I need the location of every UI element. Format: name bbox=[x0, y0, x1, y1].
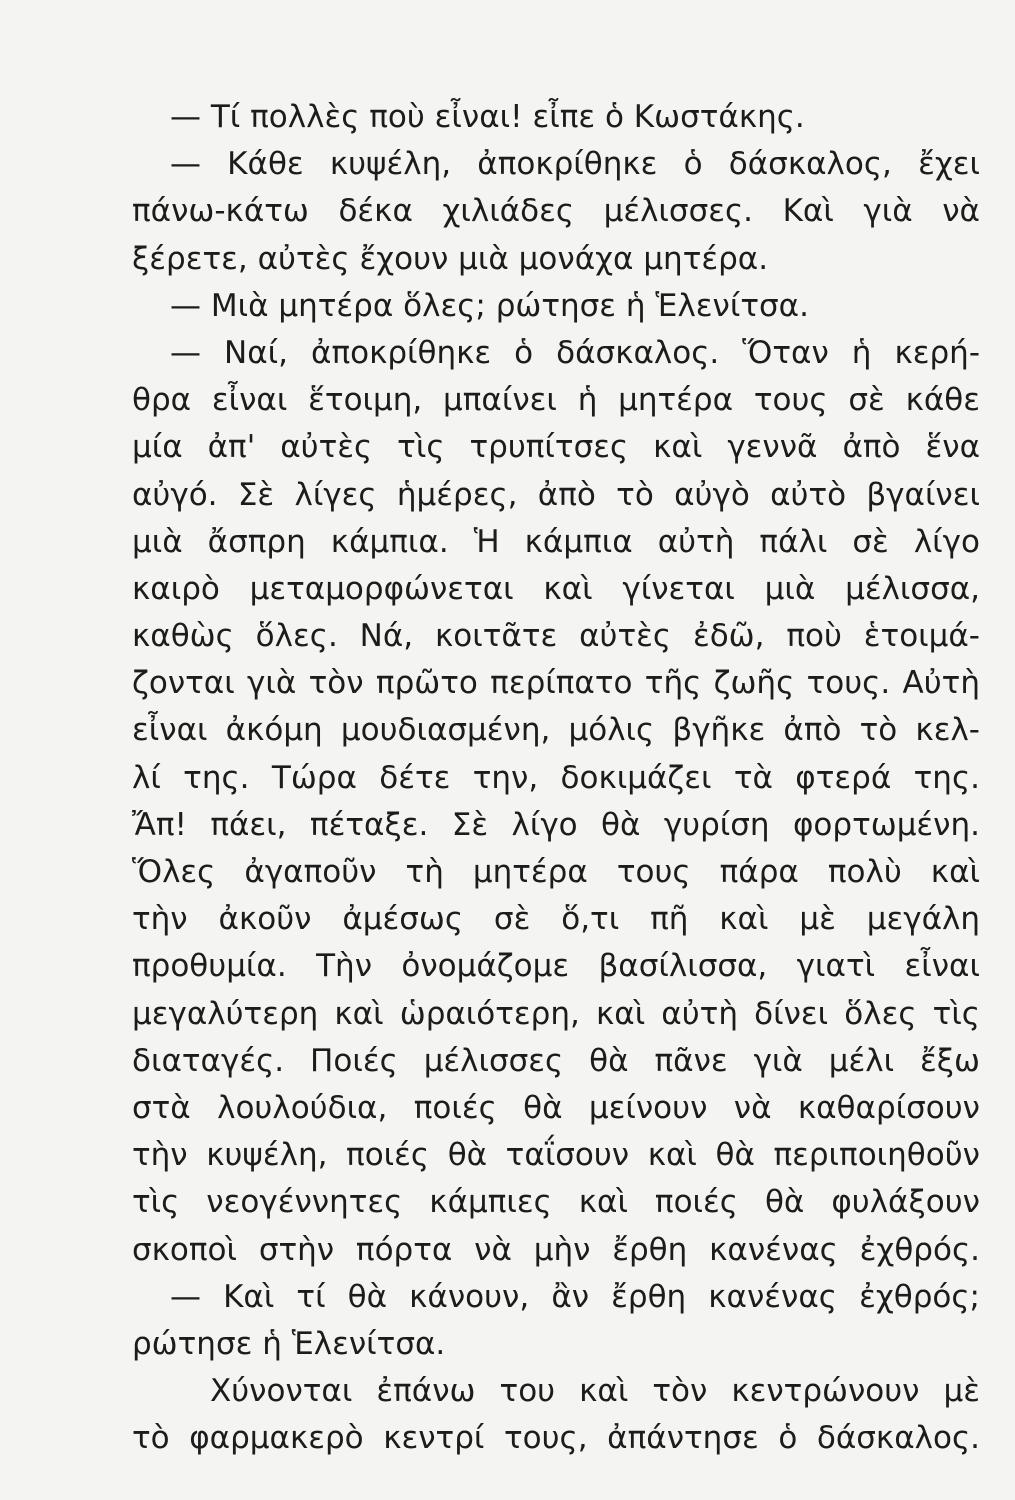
text-line: μιὰ ἄσπρη κάμπια. Ἡ κάμπια αὐτὴ πάλι σὲ λίγο bbox=[132, 523, 980, 560]
text-line: προθυμία. Τὴν ὀνομάζομε βασίλισσα, γιατὶ εἶναι bbox=[132, 948, 980, 985]
text-line: — Ναί, ἀποκρίθηκε ὁ δάσκαλος. Ὅταν ἡ κερή- bbox=[170, 334, 980, 371]
text-line: τὶς νεογέννητες κάμπιες καὶ ποιές θὰ φυλάξουν bbox=[132, 1184, 980, 1221]
text-line: — Τί πολλὲς ποὺ εἶναι! εἶπε ὁ Κωστάκης. bbox=[170, 99, 805, 135]
text-line: — Κάθε κυψέλη, ἀποκρίθηκε ὁ δάσκαλος, ἔχει bbox=[170, 146, 980, 183]
text-line: καθὼς ὅλες. Νά, κοιτᾶτε αὐτὲς ἐδῶ, ποὺ ἑτοιμά- bbox=[132, 618, 980, 655]
text-line: τὴν ἀκοῦν ἀμέσως σὲ ὅ,τι πῆ καὶ μὲ μεγάλη bbox=[132, 901, 980, 938]
text-line: στὰ λουλούδια, ποιές θὰ μείνουν νὰ καθαρίσουν bbox=[132, 1089, 980, 1126]
text-line: — Καὶ τί θὰ κάνουν, ἂν ἔρθη κανένας ἐχθρός; bbox=[170, 1278, 980, 1315]
text-line: ρώτησε ἡ Ἑλενίτσα. bbox=[132, 1325, 446, 1362]
text-line: — Μιὰ μητέρα ὅλες; ρώτησε ἡ Ἑλενίτσα. bbox=[170, 287, 809, 324]
text-line: τὴν κυψέλη, ποιές θὰ ταΐσουν καὶ θὰ περιποιηθοῦν bbox=[132, 1137, 980, 1174]
text-line: σκοποὶ στὴν πόρτα νὰ μὴν ἔρθη κανένας ἐχθρός. bbox=[132, 1231, 980, 1268]
text-line: Χύνονται ἐπάνω του καὶ τὸν κεντρώνουν μὲ bbox=[210, 1373, 980, 1410]
text-line: Ὅλες ἀγαποῦν τὴ μητέρα τους πάρα πολὺ καὶ bbox=[132, 854, 980, 890]
text-line: διαταγές. Ποιές μέλισσες θὰ πᾶνε γιὰ μέλι ἔξω bbox=[132, 1042, 980, 1079]
text-line: τὸ φαρμακερὸ κεντρί τους, ἀπάντησε ὁ δάσκαλος. bbox=[132, 1420, 980, 1457]
text-line: μία ἀπ' αὐτὲς τὶς τρυπίτσες καὶ γεννᾶ ἀπὸ ἕνα bbox=[132, 429, 980, 466]
text-line: ξέρετε, αὐτὲς ἔχουν μιὰ μονάχα μητέρα. bbox=[132, 240, 769, 277]
page-text bbox=[132, 94, 980, 1462]
text-line: εἶναι ἀκόμη μουδιασμένη, μόλις βγῆκε ἀπὸ τὸ κελ- bbox=[132, 712, 980, 749]
text-line: λί της. Τώρα δέτε την, δοκιμάζει τὰ φτερά της. bbox=[132, 759, 980, 796]
text-line: ζονται γιὰ τὸν πρῶτο περίπατο τῆς ζωῆς τους. Αὐτὴ bbox=[132, 665, 980, 702]
text-line: καιρὸ μεταμορφώνεται καὶ γίνεται μιὰ μέλισσα, bbox=[132, 570, 980, 607]
text-line: πάνω-κάτω δέκα χιλιάδες μέλισσες. Καὶ γιὰ νὰ bbox=[132, 193, 980, 230]
text-line: μεγαλύτερη καὶ ὡραιότερη, καὶ αὐτὴ δίνει ὅλες τὶς bbox=[132, 995, 980, 1032]
text-line: Ἄπ! πάει, πέταξε. Σὲ λίγο θὰ γυρίση φορτωμένη. bbox=[132, 806, 980, 843]
text-line: θρα εἶναι ἕτοιμη, μπαίνει ἡ μητέρα τους σὲ κάθε bbox=[132, 382, 980, 419]
text-line: αὐγό. Σὲ λίγες ἡμέρες, ἀπὸ τὸ αὐγὸ αὐτὸ βγαίνει bbox=[132, 476, 980, 513]
